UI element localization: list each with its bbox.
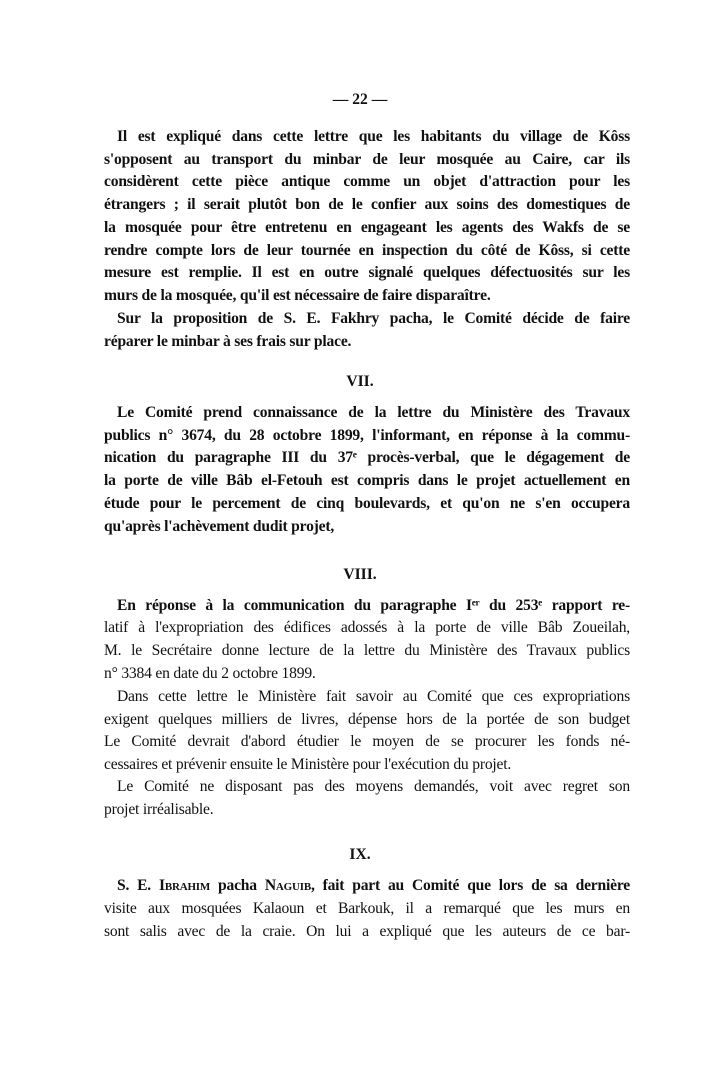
text-line: publics n° 3674, du 28 octobre 1899, l'informant, en réponse à la commu- [104, 427, 630, 444]
text-line: Sur la proposition de S. E. Fakhry pacha, le Comité décide de faire [117, 310, 630, 327]
text-line: latif à l'expropriation des édifices adossés à la porte de ville Bâb Zoueilah, [104, 619, 630, 636]
text-line: sont salis avec de la craie. On lui a expliqué que les auteurs de ce bar- [104, 923, 630, 940]
section-heading: VII. [346, 373, 374, 390]
text-line: cessaires et prévenir ensuite le Ministère pour l'exécution du projet. [104, 756, 512, 773]
text-line: étude pour le percement de cinq boulevards, et qu'on ne s'en occupera [104, 495, 630, 512]
text-line [117, 876, 630, 896]
section-heading: VIII. [343, 566, 377, 583]
text-line: nication du paragraphe III du 37ᵉ procès-verbal, que le dégagement de [104, 449, 630, 466]
text-line: la mosquée pour être entretenu en engageant les agents des Wakfs de se [104, 219, 630, 236]
page-number: — 22 — [332, 91, 388, 108]
text-line: Le Comité prend connaissance de la lettre du Ministère des Travaux [117, 404, 630, 421]
text-line: réparer le minbar à ses frais sur place. [104, 333, 352, 350]
text-line: mesure est remplie. Il est en outre signalé quelques défectuosités sur les [104, 264, 630, 281]
text-line: Le Comité devrait d'abord étudier le moyen de se procurer les fonds né- [104, 733, 630, 750]
text-line: visite aux mosquées Kalaoun et Barkouk, il a remarqué que les murs en [104, 900, 630, 917]
text-line: n° 3384 en date du 2 octobre 1899. [104, 665, 316, 682]
text-line: M. le Secrétaire donne lecture de la lettre du Ministère des Travaux publics [104, 642, 630, 659]
text-line: exigent quelques milliers de livres, dépense hors de la portée de son budget [104, 711, 630, 728]
text-line: projet irréalisable. [104, 801, 214, 818]
text-line: rendre compte lors de leur tournée en inspection du côté de Kôss, si cette [104, 242, 630, 259]
person-name: Ibrahim [158, 877, 211, 894]
text-line: murs de la mosquée, qu'il est nécessaire de faire disparaître. [104, 287, 491, 304]
text-segment: pacha [210, 877, 265, 894]
text-line: Dans cette lettre le Ministère fait savoir au Comité que ces expropriations [117, 688, 630, 705]
text-line: s'opposent au transport du minbar de leur mosquée au Caire, car ils [104, 151, 630, 168]
text-segment: , fait part au Comité que lors de sa dernière [310, 877, 630, 894]
text-line: la porte de ville Bâb el-Fetouh est compris dans le projet actuellement en [104, 472, 630, 489]
text-segment: S. E. [117, 877, 159, 894]
section-heading: IX. [349, 846, 371, 863]
text-line: En réponse à la communication du paragraphe Iᵉʳ du 253ᵉ rapport re- [117, 597, 630, 614]
text-line: Le Comité ne disposant pas des moyens demandés, voit avec regret son [117, 778, 630, 795]
person-name: Naguib [264, 877, 311, 894]
text-line: qu'après l'achèvement dudit projet, [104, 518, 335, 535]
text-line: étrangers ; il serait plutôt bon de le confier aux soins des domestiques de [104, 196, 630, 213]
text-line: Il est expliqué dans cette lettre que les habitants du village de Kôss [117, 128, 630, 145]
text-line: considèrent cette pièce antique comme un objet d'attraction pour les [104, 173, 630, 190]
